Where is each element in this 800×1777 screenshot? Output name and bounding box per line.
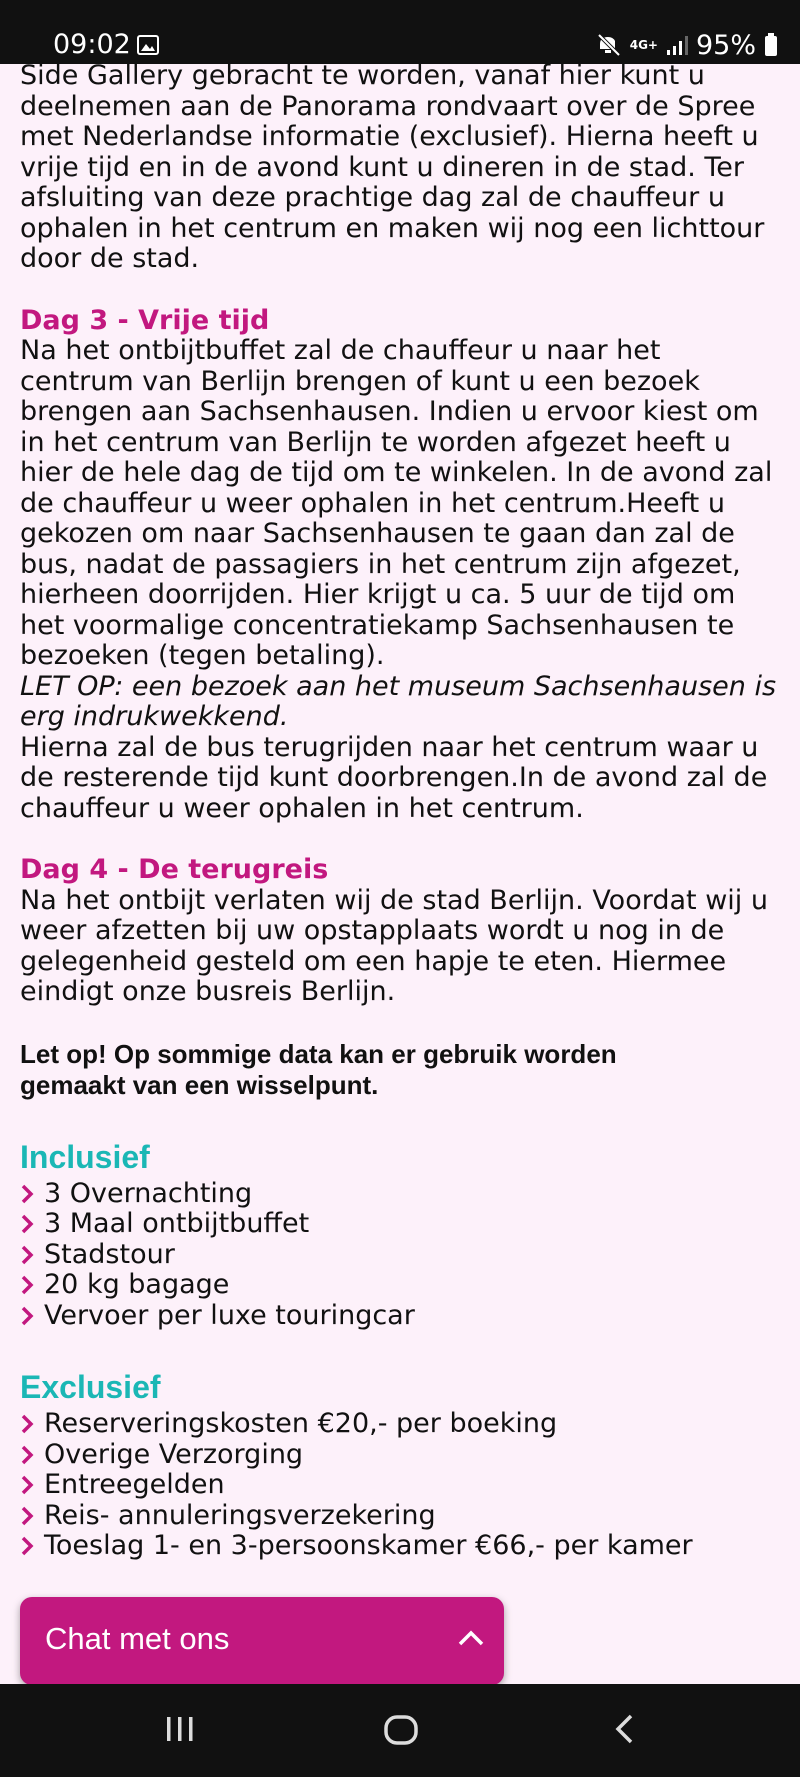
chevron-right-icon — [20, 1536, 34, 1556]
text-line: gelegenheid gesteld om een hapje te eten. Hiermee — [20, 945, 727, 977]
status-bar — [0, 0, 800, 64]
text-line: Na het ontbijtbuffet zal de chauffeur u naar het — [20, 335, 661, 366]
chevron-up-icon[interactable] — [456, 1627, 486, 1649]
signal-icon — [666, 34, 688, 56]
battery-icon — [764, 33, 778, 57]
text-line: ophalen in het centrum en maken wij nog een lichttour — [20, 212, 765, 244]
recent-apps-icon[interactable] — [163, 1712, 197, 1746]
chevron-right-icon — [20, 1275, 34, 1295]
list-item — [20, 1209, 780, 1240]
chevron-right-icon — [20, 1306, 34, 1326]
list-item-label: Overige Verzorging — [44, 1438, 304, 1470]
exclusief-title: Exclusief — [20, 1369, 161, 1405]
chevron-right-icon — [20, 1475, 34, 1495]
gallery-notification-icon — [137, 35, 159, 55]
exclusief-list — [20, 1409, 780, 1562]
list-item — [20, 1440, 780, 1471]
list-item — [20, 1409, 780, 1440]
text-line: Let op! Op sommige data kan er gebruik worden — [20, 1038, 617, 1069]
list-item-label: Reserveringskosten €20,- per boeking — [44, 1408, 558, 1439]
text-line: Hierna zal de bus terugrijden naar het centrum waar u — [20, 731, 759, 763]
list-item — [20, 1240, 780, 1271]
day4-title: Dag 4 - De terugreis — [20, 854, 329, 885]
battery-percent: 95% — [695, 29, 756, 61]
status-indicators — [596, 28, 778, 62]
text-line: Side Gallery gebracht te worden, vanaf hier kunt u — [20, 60, 705, 91]
chat-label: Chat met ons — [45, 1621, 230, 1656]
list-item-label: 3 Maal ontbijtbuffet — [44, 1208, 310, 1239]
navigation-bar — [0, 1684, 800, 1777]
text-line: deelnemen aan de Panorama rondvaart over de Spree — [20, 90, 756, 122]
tour-description — [20, 60, 780, 1562]
text-line: bezoeken (tegen betaling). — [20, 640, 385, 671]
list-item — [20, 1301, 780, 1332]
text-line: chauffeur u weer ophalen in het centrum. — [20, 792, 584, 824]
list-item-label: 20 kg bagage — [44, 1269, 230, 1300]
list-item — [20, 1179, 780, 1210]
list-item-label: Entreegelden — [44, 1469, 225, 1500]
list-item-label: Reis- annuleringsverzekering — [44, 1499, 436, 1531]
list-item-label: Vervoer per luxe touringcar — [44, 1299, 415, 1331]
intro-paragraph — [20, 61, 780, 275]
mute-icon — [596, 32, 622, 58]
text-line: Na het ontbijt verlaten wij de stad Berlijn. Voordat wij u — [20, 884, 768, 916]
chevron-right-icon — [20, 1214, 34, 1234]
text-line: afsluiting van deze prachtige dag zal de chauffeur u — [20, 182, 725, 213]
list-item-label: 3 Overnachting — [44, 1177, 253, 1209]
text-line: met Nederlandse informatie (exclusief). Hierna heeft u — [20, 121, 759, 152]
chat-button[interactable] — [20, 1597, 504, 1685]
text-line: in het centrum van Berlijn te worden afgezet heeft u — [20, 426, 731, 458]
text-line: vrije tijd en in de avond kunt u dineren in de stad. Ter — [20, 151, 745, 183]
text-line: het voormalige concentratiekamp Sachsenhausen te — [20, 609, 735, 641]
chevron-right-icon — [20, 1506, 34, 1526]
text-line: de chauffeur u weer ophalen in het centrum.Heeft u — [20, 487, 725, 519]
text-line: de resterende tijd kunt doorbrengen.In de avond zal de — [20, 762, 768, 793]
list-item — [20, 1501, 780, 1532]
text-line: hierheen doorrijden. Hier krijgt u ca. 5 uur de tijd om — [20, 579, 736, 610]
text-line: gekozen om naar Sachsenhausen te gaan dan zal de — [20, 518, 735, 549]
home-icon[interactable] — [383, 1712, 419, 1748]
list-item — [20, 1270, 780, 1301]
day4-paragraph — [20, 886, 780, 1008]
text-line: gemaakt van een wisselpunt. — [20, 1069, 379, 1100]
list-item — [20, 1470, 780, 1501]
text-line: centrum van Berlijn brengen of kunt u een bezoek — [20, 365, 700, 397]
text-line: door de stad. — [20, 243, 200, 274]
chevron-right-icon — [20, 1184, 34, 1204]
network-type: 4G+ — [629, 38, 658, 52]
chevron-right-icon — [20, 1445, 34, 1465]
wisselpunt-warning — [20, 1039, 780, 1101]
day3-paragraph — [20, 336, 780, 824]
list-item-label: Toeslag 1- en 3-persoonskamer €66,- per kamer — [44, 1530, 693, 1561]
list-item — [20, 1531, 780, 1562]
note-line: LET OP: een bezoek aan het museum Sachsenhausen is — [20, 670, 777, 702]
text-line: bus, nadat de passagiers in het centrum zijn afgezet, — [20, 548, 741, 580]
chevron-right-icon — [20, 1414, 34, 1434]
inclusief-title: Inclusief — [20, 1138, 150, 1175]
list-item-label: Stadstour — [44, 1238, 175, 1270]
chevron-right-icon — [20, 1245, 34, 1265]
status-time: 09:02 — [53, 29, 131, 60]
text-line: hier de hele dag de tijd om te winkelen. In de avond zal — [20, 457, 773, 488]
note-line: erg indrukwekkend. — [20, 701, 289, 732]
text-line: eindigt onze busreis Berlijn. — [20, 976, 396, 1007]
day3-title: Dag 3 - Vrije tijd — [20, 304, 270, 336]
back-icon[interactable] — [612, 1712, 638, 1746]
text-line: weer afzetten bij uw opstapplaats wordt u nog in de — [20, 915, 725, 946]
inclusief-list — [20, 1179, 780, 1332]
text-line: brengen aan Sachsenhausen. Indien u ervoor kiest om — [20, 396, 759, 427]
